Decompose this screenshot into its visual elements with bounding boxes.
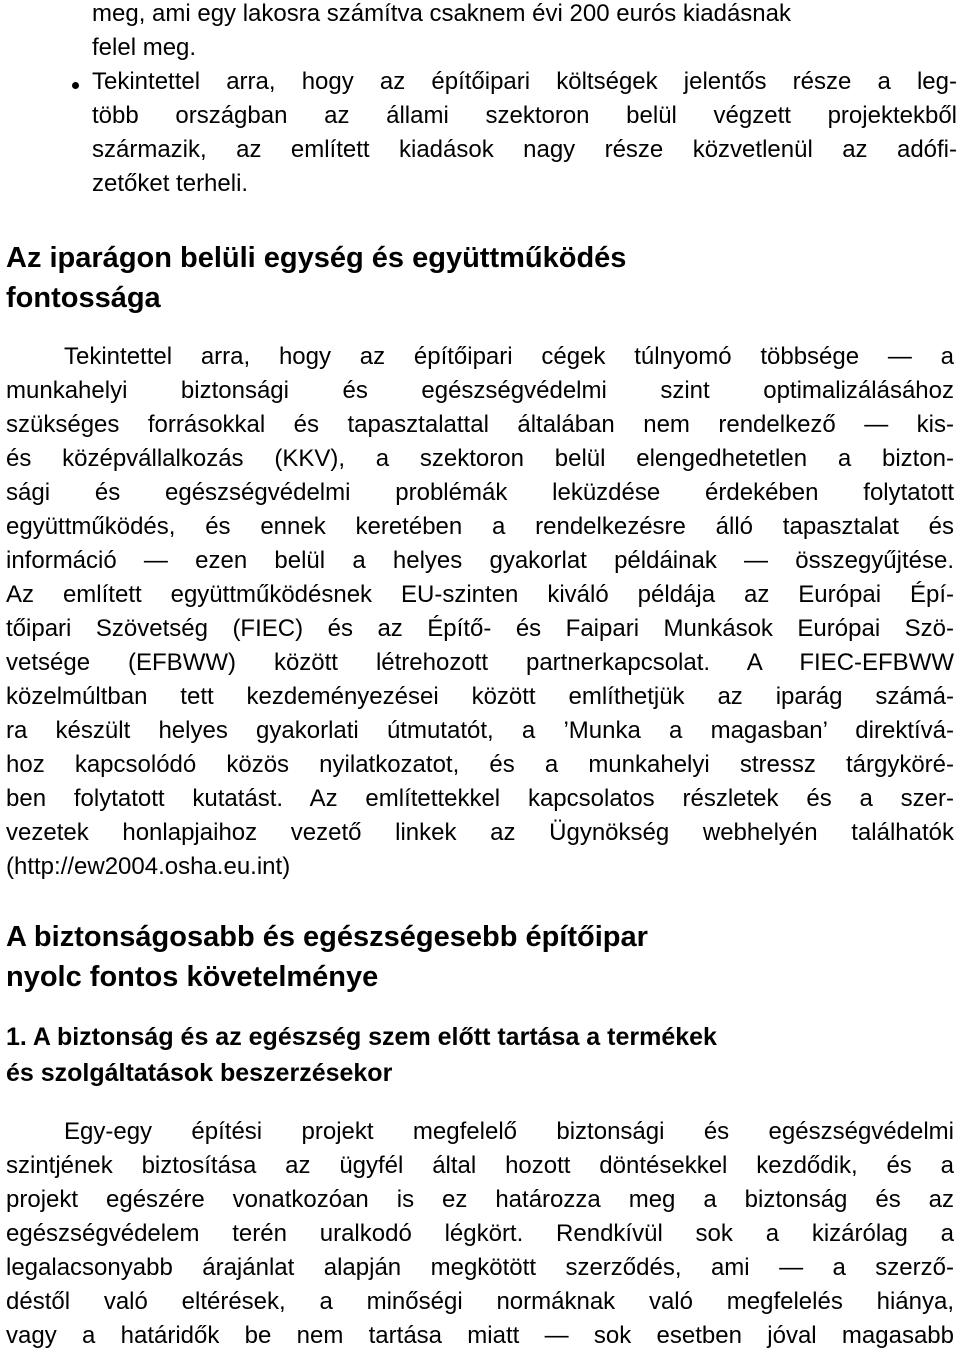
text-line: származik, az említett kiadások nagy része közvetlenül az adófi-: [92, 136, 957, 163]
text-line: együttműködés, és ennek keretében a rendelkezésre álló tapasztalat és: [6, 513, 954, 540]
bullet-paragraph: [92, 65, 957, 201]
text-line: Tekintettel arra, hogy az építőipari költségek jelentős része a leg-: [92, 68, 957, 95]
text-line: legalacsonyabb árajánlat alapján megkötött szerződés, ami — a szerző-: [6, 1254, 954, 1281]
text-line: (http://ew2004.osha.eu.int): [6, 853, 291, 880]
text-line: vetsége (EFBWW) között létrehozott partnerkapcsolat. A FIEC-EFBWW: [6, 649, 954, 676]
subsection-heading: [6, 1019, 717, 1091]
heading-line: Az iparágon belüli egység és együttműködés: [6, 242, 627, 274]
heading-line: fontossága: [6, 282, 161, 314]
heading-line: A biztonságosabb és egészségesebb építőipar: [6, 921, 648, 953]
text-line: projekt egészére vonatkozóan is ez határozza meg a biztonság és az: [6, 1186, 954, 1213]
intro-paragraph: [6, 0, 954, 65]
text-line: Tekintettel arra, hogy az építőipari cégek túlnyomó többsége — a: [64, 343, 954, 370]
heading-line: nyolc fontos követelménye: [6, 961, 379, 993]
text-line: meg, ami egy lakosra számítva csaknem évi 200 eurós kiadásnak: [92, 0, 791, 27]
bullet-point-icon: [72, 82, 79, 89]
subsection-paragraph: [6, 1115, 954, 1353]
text-line: déstől való eltérések, a minőségi normáknak való megfelelés hiánya,: [6, 1288, 954, 1315]
text-line: felel meg.: [92, 34, 197, 61]
text-line: ra készült helyes gyakorlati útmutatót, a ’Munka a magasban’ direktívá-: [6, 717, 954, 744]
text-line: Az említett együttműködésnek EU-szinten kiváló példája az Európai Épí-: [6, 581, 954, 608]
text-line: ben folytatott kutatást. Az említettekkel kapcsolatos részletek és a szer-: [6, 785, 954, 812]
section-heading: [6, 917, 648, 997]
text-line: egészségvédelem terén uralkodó légkört. Rendkívül sok a kizárólag a: [6, 1220, 954, 1247]
text-line: vagy a határidők be nem tartása miatt — sok esetben jóval magasabb: [6, 1322, 954, 1349]
section-paragraph: [6, 340, 954, 884]
text-line: több országban az állami szektoron belül végzett projektekből: [92, 102, 957, 129]
text-line: vezetek honlapjaihoz vezető linkek az Ügynökség webhelyén találhatók: [6, 819, 954, 846]
text-line: munkahelyi biztonsági és egészségvédelmi szint optimalizálásához: [6, 377, 954, 404]
heading-line: és szolgáltatások beszerzésekor: [6, 1059, 393, 1087]
text-line: szükséges forrásokkal és tapasztalattal általában nem rendelkező — kis-: [6, 411, 954, 438]
text-line: hoz kapcsolódó közös nyilatkozatot, és a munkahelyi stressz tárgyköré-: [6, 751, 954, 778]
text-line: és középvállalkozás (KKV), a szektoron belül elengedhetetlen a bizton-: [6, 445, 954, 472]
text-line: tőipari Szövetség (FIEC) és az Építő- és Faipari Munkások Európai Szö-: [6, 615, 954, 642]
section-heading: [6, 238, 626, 318]
text-line: Egy-egy építési projekt megfelelő biztonsági és egészségvédelmi: [64, 1118, 954, 1145]
text-line: sági és egészségvédelmi problémák leküzdése érdekében folytatott: [6, 479, 954, 506]
text-line: közelmúltban tett kezdeményezései között említhetjük az iparág számá-: [6, 683, 954, 710]
heading-line: 1. A biztonság és az egészség szem előtt tartása a termékek: [6, 1023, 717, 1051]
text-line: zetőket terheli.: [92, 170, 249, 197]
text-line: információ — ezen belül a helyes gyakorlat példáinak — összegyűjtése.: [6, 547, 954, 574]
text-line: szintjének biztosítása az ügyfél által hozott döntésekkel kezdődik, és a: [6, 1152, 954, 1179]
